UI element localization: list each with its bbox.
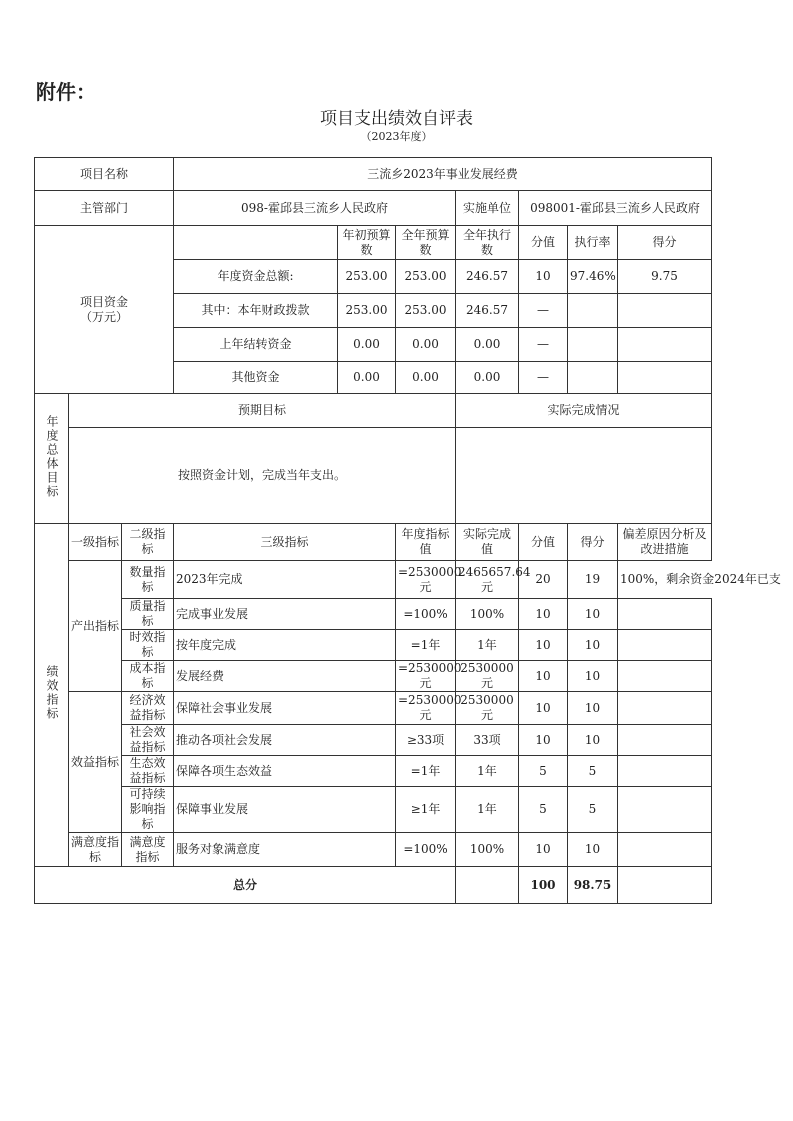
note: 100%，剩余资金2024年已支	[618, 561, 712, 599]
funds-header-row	[35, 226, 712, 260]
goals-header-row	[35, 394, 712, 428]
fund-score-value: —	[519, 294, 568, 328]
blank-cell	[174, 226, 338, 260]
indicator-row	[35, 661, 712, 692]
header-annual: 全年预算数	[396, 226, 456, 260]
goals-label	[35, 394, 69, 524]
indicator-row	[35, 787, 712, 833]
level3: 按年度完成	[174, 630, 396, 661]
value: 10	[519, 630, 568, 661]
total-score: 98.75	[568, 867, 618, 904]
header-rate: 执行率	[568, 226, 618, 260]
fund-score-value: 10	[519, 260, 568, 294]
indicator-row	[35, 599, 712, 630]
blank-cell	[618, 867, 712, 904]
dept-value: 098-霍邱县三流乡人民政府	[174, 191, 456, 226]
actual: 2465657.64元	[456, 561, 519, 599]
indicator-row	[35, 725, 712, 756]
blank-cell	[456, 867, 519, 904]
expected-goal: 按照资金计划，完成当年支出。	[69, 428, 456, 524]
actual: 100%	[456, 833, 519, 867]
fund-label: 年度资金总额:	[174, 260, 338, 294]
fund-initial: 253.00	[338, 260, 396, 294]
level1-output: 产出指标	[69, 561, 122, 692]
note	[618, 630, 712, 661]
expected-goal-header: 预期目标	[69, 394, 456, 428]
page-title: 项目支出绩效自评表	[320, 109, 473, 129]
note	[618, 599, 712, 630]
actual: 33项	[456, 725, 519, 756]
funds-label	[35, 226, 174, 394]
fund-score	[618, 294, 712, 328]
level2: 时效指标	[122, 630, 174, 661]
level2: 经济效益指标	[122, 692, 174, 725]
indicator-row	[35, 630, 712, 661]
funds-label-line1: 项目资金	[79, 294, 128, 309]
header-level1: 一级指标	[69, 524, 122, 561]
fund-annual: 253.00	[396, 294, 456, 328]
header-score-value: 分值	[519, 226, 568, 260]
fund-rate	[568, 328, 618, 362]
indicators-header-row	[35, 524, 712, 561]
indicators-label-text: 绩效指标	[45, 665, 59, 721]
header-actual: 实际完成值	[456, 524, 519, 561]
actual: 100%	[456, 599, 519, 630]
fund-initial: 0.00	[338, 362, 396, 394]
fund-rate	[568, 362, 618, 394]
indicator-row	[35, 692, 712, 725]
goals-label-text: 年度总体目标	[45, 414, 59, 499]
performance-table	[34, 157, 781, 904]
total-row	[35, 867, 712, 904]
value: 10	[519, 599, 568, 630]
unit-label: 实施单位	[456, 191, 519, 226]
value: 5	[519, 787, 568, 833]
level3: 保障社会事业发展	[174, 692, 396, 725]
header-initial: 年初预算数	[338, 226, 396, 260]
score: 10	[568, 661, 618, 692]
dept-row	[35, 191, 712, 226]
project-name-label: 项目名称	[35, 158, 174, 191]
fund-executed: 246.57	[456, 294, 519, 328]
goals-row	[35, 428, 712, 524]
level2: 生态效益指标	[122, 756, 174, 787]
score: 19	[568, 561, 618, 599]
level1-satisfaction: 满意度指标	[69, 833, 122, 867]
header-score: 得分	[568, 524, 618, 561]
note	[618, 756, 712, 787]
fund-rate	[568, 294, 618, 328]
target: =100%	[396, 833, 456, 867]
level2: 可持续影响指标	[122, 787, 174, 833]
actual: 2530000元	[456, 661, 519, 692]
level3: 完成事业发展	[174, 599, 396, 630]
fund-score	[618, 328, 712, 362]
attachment-label: 附件：	[36, 80, 96, 104]
score: 10	[568, 630, 618, 661]
note	[618, 787, 712, 833]
actual: 1年	[456, 787, 519, 833]
actual: 2530000元	[456, 692, 519, 725]
level3: 保障事业发展	[174, 787, 396, 833]
level2: 社会效益指标	[122, 725, 174, 756]
value: 5	[519, 756, 568, 787]
funds-label-line2: （万元）	[79, 309, 128, 324]
level2: 质量指标	[122, 599, 174, 630]
target: =2530000元	[396, 661, 456, 692]
level3: 发展经费	[174, 661, 396, 692]
note	[618, 833, 712, 867]
fund-executed: 0.00	[456, 328, 519, 362]
fund-label: 其他资金	[174, 362, 338, 394]
fund-executed: 0.00	[456, 362, 519, 394]
actual: 1年	[456, 630, 519, 661]
target: =2530000元	[396, 561, 456, 599]
fund-executed: 246.57	[456, 260, 519, 294]
level3: 2023年完成	[174, 561, 396, 599]
project-name-row	[35, 158, 712, 191]
target: =1年	[396, 756, 456, 787]
target: ≥1年	[396, 787, 456, 833]
fund-score-value: —	[519, 328, 568, 362]
indicators-label	[35, 524, 69, 867]
target: =2530000元	[396, 692, 456, 725]
actual-goal-header: 实际完成情况	[456, 394, 712, 428]
target: =1年	[396, 630, 456, 661]
score: 10	[568, 833, 618, 867]
header-note: 偏差原因分析及改进措施	[618, 524, 712, 561]
indicator-row	[35, 561, 712, 599]
fund-score: 9.75	[618, 260, 712, 294]
value: 10	[519, 725, 568, 756]
dept-label: 主管部门	[35, 191, 174, 226]
header-level2: 二级指标	[122, 524, 174, 561]
score: 5	[568, 787, 618, 833]
target: ≥33项	[396, 725, 456, 756]
fund-score-value: —	[519, 362, 568, 394]
value: 10	[519, 661, 568, 692]
fund-label: 上年结转资金	[174, 328, 338, 362]
note	[618, 661, 712, 692]
value: 10	[519, 692, 568, 725]
header-target: 年度指标值	[396, 524, 456, 561]
level3: 保障各项生态效益	[174, 756, 396, 787]
header-value: 分值	[519, 524, 568, 561]
actual-goal	[456, 428, 712, 524]
fund-annual: 253.00	[396, 260, 456, 294]
level3: 推动各项社会发展	[174, 725, 396, 756]
score: 10	[568, 692, 618, 725]
total-label: 总分	[35, 867, 456, 904]
header-executed: 全年执行数	[456, 226, 519, 260]
level3: 服务对象满意度	[174, 833, 396, 867]
fund-score	[618, 362, 712, 394]
note	[618, 692, 712, 725]
note	[618, 725, 712, 756]
fund-annual: 0.00	[396, 362, 456, 394]
score: 10	[568, 599, 618, 630]
fund-initial: 253.00	[338, 294, 396, 328]
page-subtitle: （2023年度）	[360, 130, 433, 143]
fund-initial: 0.00	[338, 328, 396, 362]
actual: 1年	[456, 756, 519, 787]
score: 5	[568, 756, 618, 787]
fund-label: 其中：本年财政拨款	[174, 294, 338, 328]
header-score: 得分	[618, 226, 712, 260]
score: 10	[568, 725, 618, 756]
indicator-row	[35, 756, 712, 787]
fund-annual: 0.00	[396, 328, 456, 362]
value: 20	[519, 561, 568, 599]
level2: 满意度指标	[122, 833, 174, 867]
total-value: 100	[519, 867, 568, 904]
value: 10	[519, 833, 568, 867]
indicator-row	[35, 833, 712, 867]
level1-benefit: 效益指标	[69, 692, 122, 833]
project-name: 三流乡2023年事业发展经费	[174, 158, 712, 191]
level2: 数量指标	[122, 561, 174, 599]
header-level3: 三级指标	[174, 524, 396, 561]
target: =100%	[396, 599, 456, 630]
fund-rate: 97.46%	[568, 260, 618, 294]
unit-value: 098001-霍邱县三流乡人民政府	[519, 191, 712, 226]
level2: 成本指标	[122, 661, 174, 692]
